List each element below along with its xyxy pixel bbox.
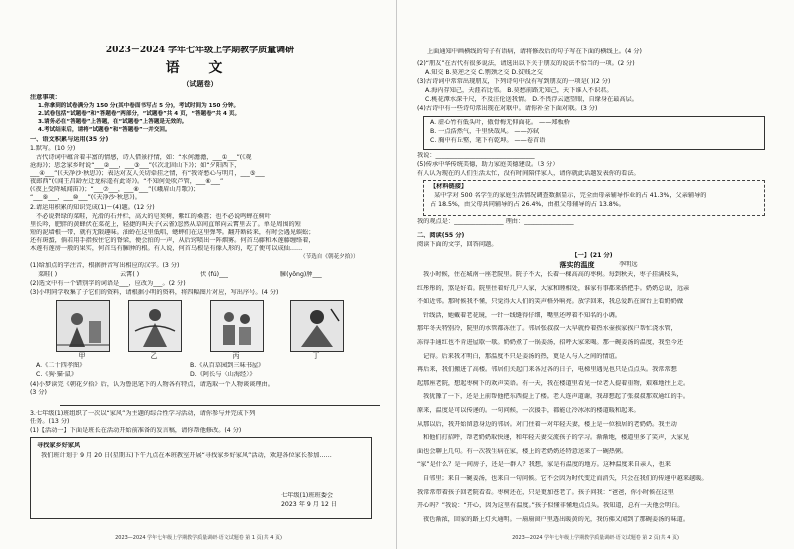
section-2-title: 二、阅读(55 分) (417, 232, 465, 239)
q1-line-4: 夜郎西”(《闻王昌龄左迁龙标遥有此寄》)。“不知何处吹芦管，___⑥___” (30, 178, 224, 185)
passage-line: 我小时候，住在城南一座老院里。院子不大，长着一棵高高的枣树。每到秋天，枣子挂满枝头， (423, 271, 683, 278)
notice-date: 2023 年 9 月 12 日 (281, 501, 337, 508)
q2-passage-4: 还有斑蝥，倘若用手指按住它的脊梁，便会拍的一声，从后窍喷出一阵烟雾。何首乌藤和木莲藤缠络着， (30, 237, 315, 244)
material-box (423, 180, 765, 216)
note-4: 4.考试结束后，请将“试题卷”和“答题卷”一并交回。 (38, 127, 171, 133)
option-b: B.《从百草园到三味书屋》 (190, 362, 265, 369)
passage-line: 和他们打招呼，帮老奶奶取快递，和年轻夫妻交流孩子的学习。渐渐地，楼道里多了笑声，大家见 (423, 434, 690, 442)
note-3: 3.请务必在“答题卷”上答题，在“试题卷”上答题是无效的。 (38, 119, 188, 125)
r-top-line-2: (2)“朋友”在古代有很多说法，请选出以下关于朋友的说法不恰当的一项。(2 分) (417, 60, 635, 67)
passage-line: 我犹豫了一下，还是上前帮他把东西提上了楼。老人连声道谢，我却想起了张叔叔那双通红的手。 (423, 393, 690, 401)
couplet-box (423, 116, 765, 150)
passage-line: 不如近邻。那时候我不懂，只觉得大人们的笑声格外响亮。放学回来，我总爱趴在窗台上看奶奶做 (417, 298, 684, 306)
picture-ding (290, 300, 344, 352)
caption-jia: 甲 (78, 352, 86, 360)
q1-line-3: ___④___”(《天净沙·秋思》)；表达对友人关切牵挂之情，有“我寄愁心与明月，___⑤___ (30, 170, 265, 177)
passage-line: 起那座老院，想起枣树下的欢声笑语。有一天，我在楼道里看见一位老人提着重物，艰难地往上走。 (417, 379, 690, 387)
passage-title: 落实的温度 (559, 261, 595, 269)
material-line-2: 占 18.5%，由父母共同辅导的占 26.4%，由祖父母辅导的占 13.8%。 (430, 201, 625, 208)
q2-passage-5: 木莲有莲房一般的果实，何首乌有臃肿的根。有人说，何首乌根是有像人形的，吃了便可以成仙…… (30, 245, 303, 252)
q2-source: （节选自《朝花夕拾》） (300, 254, 359, 260)
option-c: C.《狗·猫·鼠》 (36, 371, 78, 378)
passage-line: 自邻里；来自一碗姜汤，也来自一句问候。它不会因为时代变迁而消失，只会在我们的传递中越来越暖。 (423, 475, 708, 482)
right-footer: 2023—2024 学年七年级上学期教学质量调研·语文试题卷 第 2 页(共 4 页) (512, 535, 679, 541)
passage-line: 我常常带着孩子回老院看看。枣树还在，只是更加苍老了。孩子问我：“爸爸，你小时候在这里 (417, 488, 674, 496)
passage-line: 针线活，她戴着老花镜，一针一线缝得仔细，嘴里还哼着不知名的小调。 (423, 311, 621, 319)
caption-yi: 乙 (150, 352, 158, 360)
passage-label: 【一】(21 分) (571, 252, 613, 259)
r-top-line-4: (3)古诗词中常常出现朋友，下列诗句中没有写到朋友的一项是( )(2 分) (417, 78, 611, 85)
notice-signature: 七年级(1)班班委会 (281, 492, 334, 499)
q3-sub1: (1)【活动一】下面是班长在活动开始前准备的发言稿，请你帮他修改。(4 分) (30, 427, 242, 434)
q2-sub2: (2)选文中有一个错别字的词语是___，应改为___。(2 分) (30, 280, 186, 287)
q1-line-6: “___⑨___，___⑩___”(《天净沙·秋思》)。 (30, 194, 141, 201)
material-line-1: 某中学对 500 名学生的家庭生活情况调查数据显示，完全由母亲辅导作业的占 41.3%，父亲辅导的 (434, 192, 707, 199)
right-page (397, 0, 794, 549)
picture-bing (210, 300, 264, 352)
left-footer: 2023—2024 学年七年级上学期教学质量调研·语文试题卷 第 1 页(共 4 页) (115, 535, 282, 541)
passage-line: 开心吗？”我说：“开心，因为这里有温度。”孩子似懂非懂地点点头。我知道，总有一天他会明白。 (417, 502, 684, 510)
q1-line-1: 古代诗词中蕴含着丰富的情感，诗人借景抒情，如：“水何澹澹，___①___”(《观 (36, 154, 252, 161)
r-top-line-7: (4)古诗中有一些诗句常出现在对联中。请你补全下面对联。(3 分) (417, 105, 598, 112)
subject-title: 语 文 (165, 60, 235, 76)
q2-sub4-score: (3 分) (30, 389, 47, 396)
q2-sub1-item-3: 伏 (fú)___ (200, 271, 229, 278)
passage-line: 那年冬天特别冷，院里的水管都冻住了。邻居张叔叔一大早就拎着热水壶挨家挨户帮忙浇水管， (417, 325, 677, 333)
q3-title: 3.七年级(1)班组织了一次以“家风”为主题的综合性学习活动，请你参与并完成下列 (30, 410, 256, 417)
passage-line: 记得。后来我才明白，那温度不只是姜汤的热，更是人与人之间的情谊。 (423, 352, 621, 360)
couplet-line-1: A. 虚心竹有低头叶，傲骨梅无仰面花。 ——郑板桥 (430, 119, 570, 126)
option-d: D.《阿长与〈山海经〉》 (190, 371, 256, 378)
subtitle: （试题卷） (182, 80, 218, 88)
passage-line: 面也会聊上几句。有一次我生病在家，楼上的老奶奶还特意送来了一碗热粥。 (417, 447, 628, 455)
read-intro: 阅读下面的文字，回答问题。 (417, 241, 498, 248)
q2-sub1-item-2: 云霄( ) (120, 271, 140, 278)
r-top-line-3: A.知交 B.莫逆之交 C.刎颈之交 D.贫贱之交 (425, 69, 543, 76)
notice-box (30, 437, 372, 519)
caption-bing: 丙 (232, 352, 240, 360)
q3-title-cont: 任务。(13 分) (30, 418, 70, 425)
passage-line: “家”是什么？是一间房子，还是一群人？我想，家是有温度的地方。这种温度来自亲人，也来 (417, 461, 671, 469)
picture-jia (56, 300, 110, 352)
q2-sub1-item-1: 菜畦( ) (38, 271, 58, 278)
material-title: 【材料链接】 (430, 183, 468, 190)
answer-line (60, 405, 380, 406)
r-top-line-6: C.桃花潭水深千尺，不及汪伦送我情。 D.不畏浮云遮望眼，自缘身在最高层。 (425, 96, 638, 103)
section-1-title: 一、语文积累与运用(35 分) (30, 136, 109, 143)
q2-sub4: (4)小梦读完《朝花夕拾》后，认为鲁迅笔下的人物各有特点，请选取一个人物谈谈理由。 (30, 381, 274, 388)
option-a: A.《二十四孝图》 (36, 362, 86, 369)
q2-title: 2.请运用积累的知识完成(1)～(4)题。(12 分) (30, 204, 155, 211)
q1-title: 1.默写。(10 分) (30, 145, 76, 152)
q1-line-5: (《夜上受降城闻笛》)；“___⑦___，___⑧___”(《峨眉山月歌》)； (30, 186, 200, 193)
q1-line-2: 沧海》)；思念家乡时说“___②___，___③___”(《次北固山下》)；如“夕阳西下， (30, 162, 241, 169)
q2-passage-3: 短的泥墙根一带，就有无限趣味。油蛉在这里低唱，蟋蟀们在这里弹琴。翻开断砖来，有时会遇见蜈蚣； (30, 229, 315, 236)
notice-title: 寻找家乡好家风 (37, 442, 81, 449)
r-top-line-5: A.海内存知己，天涯若比邻。 B.莫愁前路无知己，天下谁人不识君。 (425, 87, 613, 94)
notes-title: 注意事项： (30, 94, 61, 101)
r-mid-line-2: (5)传承中华传统美德，助力家庭美德建设。（3 分） (417, 161, 559, 168)
passage-line: 红彤彤的，煞是好看。院里住着好几户人家，大家和睦相处，谁家有事都来搭把手。奶奶总说，远亲 (417, 284, 690, 292)
passage-line: 冻得手通红也不肯进屋歇一歇。奶奶煮了一锅姜汤，招呼大家来喝。那一碗姜汤的温度，我至今还 (417, 339, 684, 346)
passage-line: 再后来，我们搬进了高楼。邻居们关起门来各过各的日子，电梯里遇见也只是点点头。我常常想 (417, 366, 677, 374)
exam-title: 2023－2024 学年七年级上学期教学质量调研 (105, 46, 295, 54)
q2-sub1-item-4: 臃(yōng)肿___ (280, 271, 322, 278)
r-mid-line-1: 我说：________________________________ (417, 152, 535, 159)
r-answer-line: 我的观点是：________________ 理由：________________ (417, 218, 574, 225)
r-mid-line-3: 有人认为现在的人们生活太忙，没有时间陪伴家人，请你就此话题发表你的看法。 (417, 170, 640, 177)
couplet-line-2: B. 一点浩然气，千里快哉风。 ——苏轼 (430, 128, 540, 135)
q2-passage-1: 不必说碧绿的菜畦，光滑的石井栏，高大的皂荚树，紫红的桑葚；也不必说鸣蝉在树叶 (36, 213, 272, 220)
passage-line: 从那以后，我开始留意身边的邻居。对门住着一对年轻夫妻，楼上是一位独居的老奶奶。我主动 (417, 420, 677, 428)
picture-yi (128, 300, 182, 352)
note-2: 2.试卷包括“试题卷”和“答题卷”两部分，“试题卷”共 4 页，“答题卷”共 4 页。 (38, 111, 241, 117)
r-top-line-1: 上面通知中画横线的句子有语病，请将修改后的句子写在下面的横线上。(4 分) (427, 48, 642, 55)
q2-passage-2: 里长吟，肥胖的黄蜂伏在菜花上，轻捷的叫天子(云雀)忽然从草间直窜向云霄里去了。单是周围的短 (30, 221, 301, 228)
passage-author: 李明远 (619, 261, 638, 268)
q2-sub1: (1)给加点的字注音，根据拼音写出相应的汉字。(3 分) (30, 262, 180, 269)
notice-body: 我们班计划于 9 月 20 日(星期五)下午九点在本班教室开展“寻找家乡好家风”活动，欢迎各位家长参加…… (41, 452, 332, 459)
passage-line: 夜色渐浓，回家的路上灯火通明。一扇扇窗户里透出暖黄的光，我仿佛又闻到了那碗姜汤的味道。 (423, 515, 690, 523)
caption-ding: 丁 (312, 352, 320, 360)
passage-line: 原来，温度是可以传递的。一句问候，一次援手，都能让冷冰冰的楼道暖和起来。 (417, 407, 640, 414)
couplet-line-3: C. 胸中有丘壑，笔下有乾坤。 ——卷首语 (430, 137, 546, 144)
note-1: 1.你拿到的试卷满分为 150 分(其中卷面书写占 5 分)，考试时间为 150 分钟。 (38, 103, 240, 109)
q2-sub3: (3)小明同学收集了子它们的资料，请根据小明的资料，将四幅图片对应，写出序号。(4 分) (30, 289, 279, 296)
